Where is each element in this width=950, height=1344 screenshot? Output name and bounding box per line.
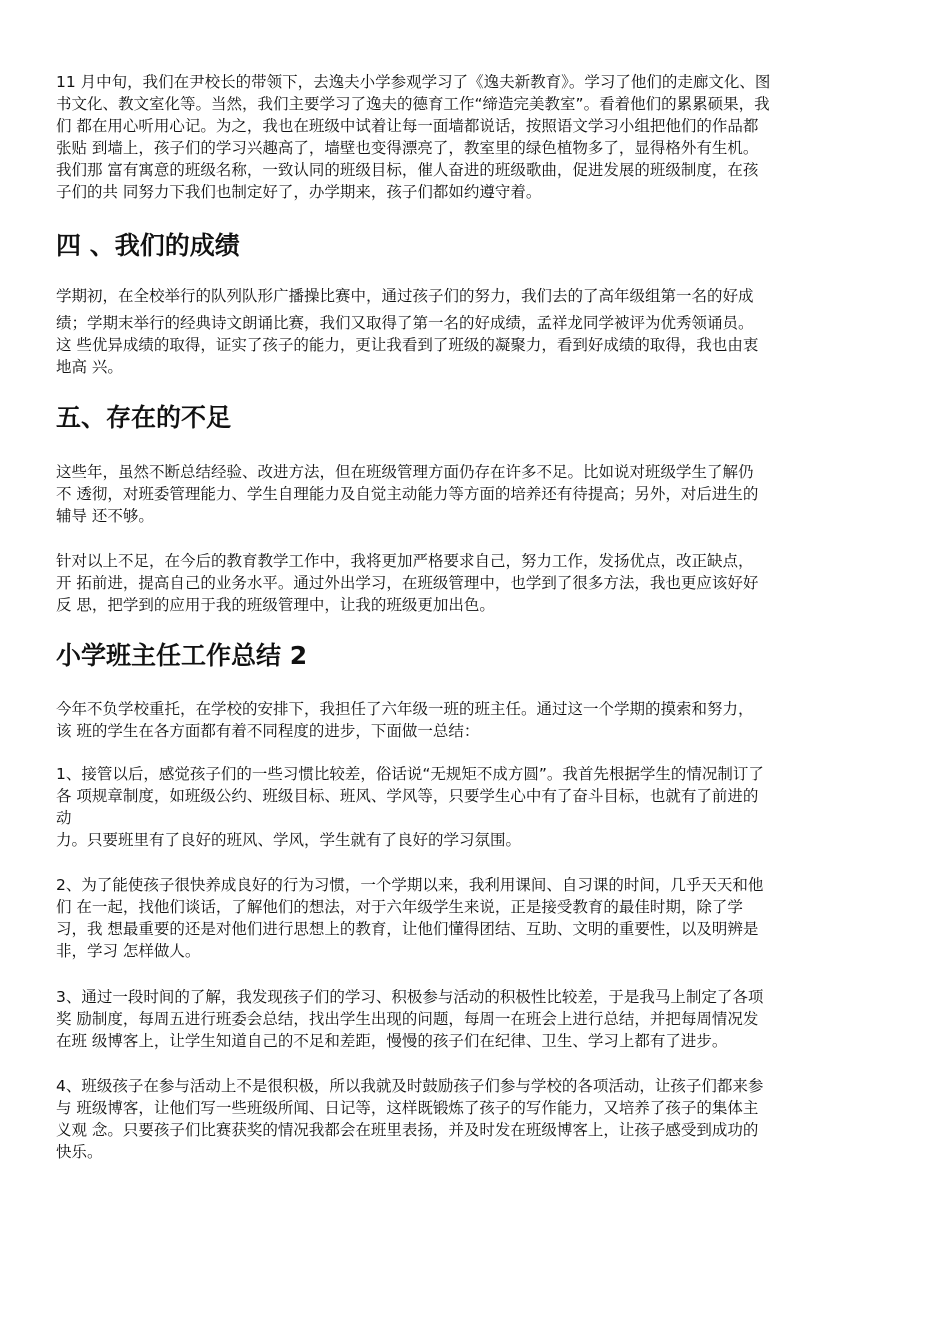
paragraph-item-1 [56, 763, 896, 851]
text-line: 反 思，把学到的应用于我的班级管理中，让我的班级更加出色。 [56, 596, 495, 614]
text-line: 快乐。 [56, 1143, 103, 1161]
heading-achievements: 四 、我们的成绩 [56, 231, 240, 260]
text-line: 该 班的学生在各方面都有着不同程度的进步，下面做一总结： [56, 722, 480, 740]
text-line: 各 项规章制度，如班级公约、班级目标、班风、学风等，只要学生心中有了奋斗目标，也就有了前进的 [56, 787, 759, 805]
text-line: 2、为了能使孩子很快养成良好的行为习惯，一个学期以来，我利用课间、自习课的时间，几乎天天和他 [56, 876, 764, 894]
text-line: 今年不负学校重托，在学校的安排下，我担任了六年级一班的班主任。通过这一个学期的摸索和努力， [56, 700, 754, 718]
text-line: 3、通过一段时间的了解，我发现孩子们的学习、积极参与活动的积极性比较差，于是我马上制定了各项 [56, 988, 764, 1006]
text-line: 子们的共 同努力下我们也制定好了，办学期来，孩子们都如约遵守着。 [56, 183, 542, 201]
text-line: 这 些优异成绩的取得，证实了孩子的能力，更让我看到了班级的凝聚力，看到好成绩的取得，我也由衷 [56, 336, 759, 354]
text-line: 这些年，虽然不断总结经验、改进方法，但在班级管理方面仍存在许多不足。比如说对班级学生了解仍 [56, 463, 754, 481]
paragraph-item-4 [56, 1075, 896, 1163]
text-line: 不 透彻，对班委管理能力、学生自理能力及自觉主动能力等方面的培养还有待提高；另外，对后进生的 [56, 485, 759, 503]
text-line: 义观 念。只要孩子们比赛获奖的情况我都会在班里表扬，并及时发在班级博客上，让孩子感受到成功的 [56, 1121, 759, 1139]
paragraph-achievements [56, 285, 896, 378]
text-line: 开 拓前进，提高自己的业务水平。通过外出学习，在班级管理中，也学到了很多方法，我也更应该好好 [56, 574, 759, 592]
paragraph-item-3 [56, 986, 896, 1052]
text-line: 地高 兴。 [56, 358, 123, 376]
text-line: 奖 励制度，每周五进行班委会总结，找出学生出现的问题，每周一在班会上进行总结，并把每周情况发 [56, 1010, 759, 1028]
text-line: 绩；学期末举行的经典诗文朗诵比赛，我们又取得了第一名的好成绩，孟祥龙同学被评为优秀领诵员。 [56, 314, 754, 332]
text-line: 力。只要班里有了良好的班风、学风，学生就有了良好的学习氛围。 [56, 831, 522, 849]
paragraph-summary2-intro [56, 698, 896, 742]
text-line: 动 [56, 809, 72, 827]
text-line: 们 在一起，找他们谈话，了解他们的想法，对于六年级学生来说，正是接受教育的最佳时期，除了学 [56, 898, 743, 916]
paragraph-improvements [56, 550, 896, 616]
text-line: 学期初，在全校举行的队列队形广播操比赛中，通过孩子们的努力，我们去的了高年级组第一名的好成 [56, 287, 754, 305]
text-line: 非，学习 怎样做人。 [56, 942, 201, 960]
heading-shortcomings: 五、存在的不足 [56, 403, 232, 432]
text-line: 辅导 还不够。 [56, 507, 154, 525]
text-line: 在班 级博客上，让学生知道自己的不足和差距，慢慢的孩子们在纪律、卫生、学习上都有了进步。 [56, 1032, 728, 1050]
text-line: 4、班级孩子在参与活动上不是很积极，所以我就及时鼓励孩子们参与学校的各项活动，让孩子们都来参 [56, 1077, 764, 1095]
paragraph-item-2 [56, 874, 896, 962]
text-line: 们 都在用心听用心记。为之，我也在班级中试着让每一面墙都说话，按照语文学习小组把他们的作品都 [56, 117, 759, 135]
text-line: 1、接管以后，感觉孩子们的一些习惯比较差，俗话说“无规矩不成方圆”。我首先根据学生的情况制订了 [56, 765, 764, 783]
text-line: 张贴 到墙上，孩子们的学习兴趣高了，墙壁也变得漂亮了，教室里的绿色植物多了，显得格外有生机。 [56, 139, 759, 157]
heading-summary-2: 小学班主任工作总结 2 [56, 641, 308, 670]
text-line: 11 月中旬，我们在尹校长的带领下，去逸夫小学参观学习了《逸夫新教育》。学习了他们的走廊文化、图 [56, 73, 771, 91]
text-line: 针对以上不足，在今后的教育教学工作中，我将更加严格要求自己，努力工作，发扬优点，改正缺点， [56, 552, 754, 570]
text-line: 书文化、教文室化等。当然，我们主要学习了逸夫的德育工作“缔造完美教室”。看着他们的累累硕果，我 [56, 95, 770, 113]
text-line: 我们那 富有寓意的班级名称，一致认同的班级目标，催人奋进的班级歌曲，促进发展的班级制度，在孩 [56, 161, 759, 179]
paragraph-shortcomings [56, 461, 896, 527]
text-line: 与 班级博客，让他们写一些班级所闻、日记等，这样既锻炼了孩子的写作能力，又培养了孩子的集体主 [56, 1099, 759, 1117]
text-line: 习，我 想最重要的还是对他们进行思想上的教育，让他们懂得团结、互助、文明的重要性，以及明辨是 [56, 920, 759, 938]
paragraph-yifu-visit [56, 71, 896, 203]
